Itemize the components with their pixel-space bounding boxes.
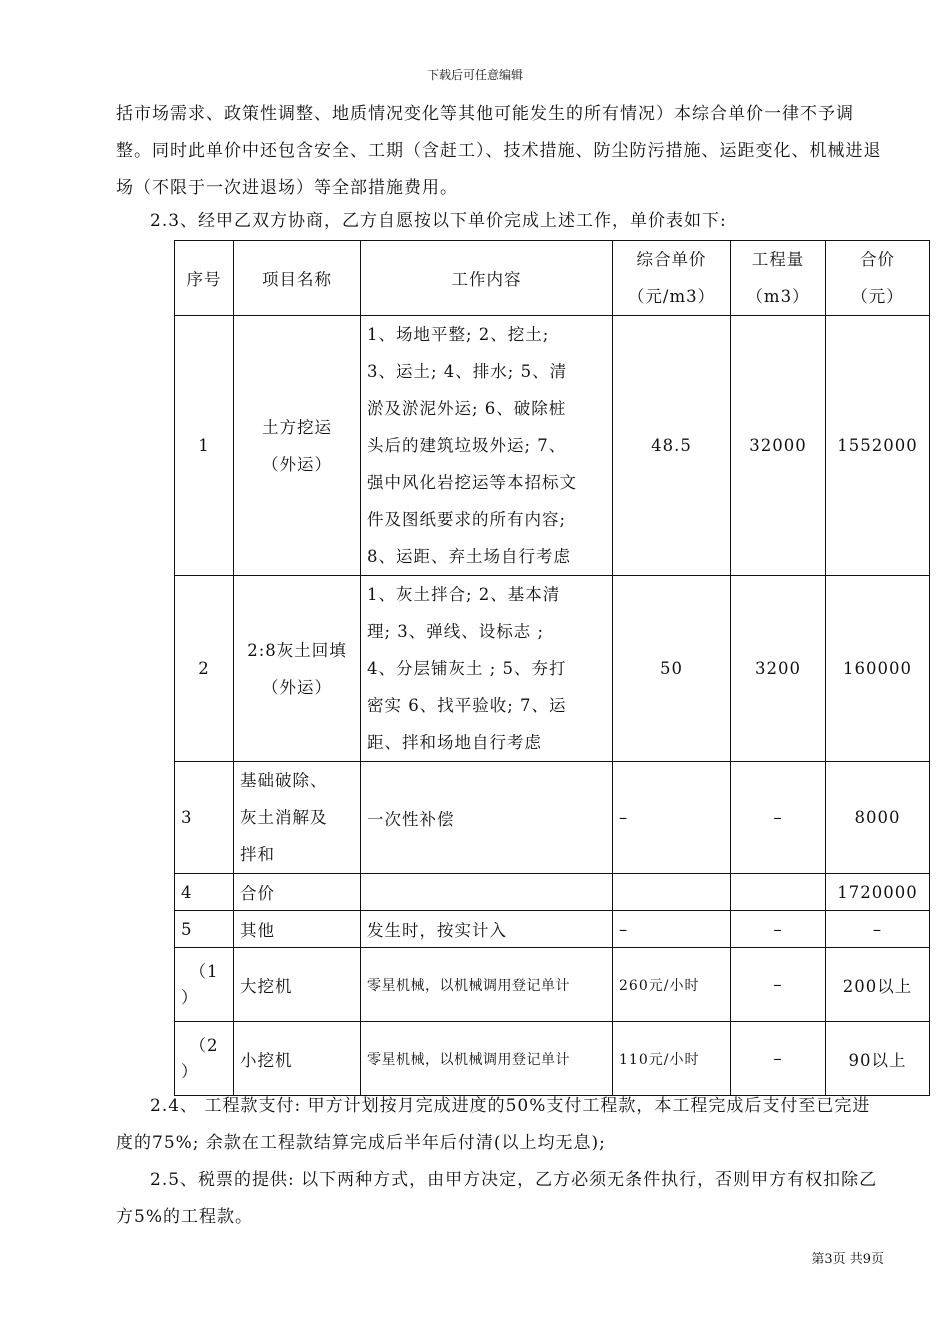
row-4-content — [361, 874, 613, 911]
table-row — [175, 948, 930, 1022]
row-7-total: 90以上 — [826, 1022, 930, 1096]
row-2-total: 160000 — [826, 576, 930, 762]
row-2-qty: 3200 — [731, 576, 826, 762]
row-1-name: 土方挖运 （外运） — [234, 316, 361, 576]
row-1-price: 48.5 — [613, 316, 731, 576]
paragraph-measures: 括市场需求、政策性调整、地质情况变化等其他可能发生的所有情况）本综合单价一律不予调整。同时此单价中还包含安全、工期（含赶工）、技术措施、防尘防污措施、运距变化、机械进退场（不限于一次进退场）等全部措施费用。 — [116, 104, 882, 198]
table-row — [175, 576, 930, 762]
table-row — [175, 762, 930, 874]
row-5-total: – — [826, 911, 930, 948]
row-4-no: 4 — [175, 874, 234, 911]
paragraph-2-5: 2.5、税票的提供: 以下两种方式，由甲方决定，乙方必须无条件执行，否则甲方有权扣除乙方5%的工程款。 — [116, 1170, 878, 1227]
row-6-content: 零星机械，以机械调用登记单计 — [361, 948, 613, 1022]
header-no: 序号 — [175, 241, 234, 316]
row-4-total: 1720000 — [826, 874, 930, 911]
header-total: 合价 （元） — [826, 241, 930, 316]
row-1-qty: 32000 — [731, 316, 826, 576]
row-7-qty: – — [731, 1022, 826, 1096]
row-7-name: 小挖机 — [234, 1022, 361, 1096]
row-6-total: 200以上 — [826, 948, 930, 1022]
row-4-name: 合价 — [234, 874, 361, 911]
row-2-no: 2 — [175, 576, 234, 762]
row-2-price: 50 — [613, 576, 731, 762]
header-note: 下载后可任意编辑 — [426, 68, 523, 82]
header-unit-price: 综合单价 （元/m3） — [613, 241, 731, 316]
row-7-content: 零星机械，以机械调用登记单计 — [361, 1022, 613, 1096]
row-1-content: 1、场地平整; 2、挖土; 3、运土; 4、排水; 5、清 淤及淤泥外运; 6、破除桩 头后的建筑垃圾外运; 7、 强中风化岩挖运等本招标文 件及图纸要求的所有内容; 8、运距、弃土场自行考虑 — [361, 316, 613, 576]
table-row — [175, 874, 930, 911]
page-number: 第3页 共9页 — [811, 1252, 884, 1267]
row-5-name: 其他 — [234, 911, 361, 948]
row-2-name: 2:8灰土回填 （外运） — [234, 576, 361, 762]
row-5-price: – — [613, 911, 731, 948]
row-3-price: – — [613, 762, 731, 874]
row-2-content: 1、灰土拌合; 2、基本清 理; 3、弹线、设标志 ; 4、分层铺灰土 ; 5、夯打 密实 6、找平验收; 7、运 距、拌和场地自行考虑 — [361, 576, 613, 762]
table-header-row — [175, 241, 930, 316]
table-row — [175, 1022, 930, 1096]
row-3-name: 基础破除、 灰土消解及 拌和 — [234, 762, 361, 874]
table-row — [175, 911, 930, 948]
row-3-no: 3 — [175, 762, 234, 874]
row-3-total: 8000 — [826, 762, 930, 874]
row-5-content: 发生时，按实计入 — [361, 911, 613, 948]
row-6-price: 260元/小时 — [613, 948, 731, 1022]
row-3-content: 一次性补偿 — [361, 762, 613, 874]
header-quantity: 工程量 （m3） — [731, 241, 826, 316]
row-6-qty: – — [731, 948, 826, 1022]
header-name: 项目名称 — [234, 241, 361, 316]
row-6-name: 大挖机 — [234, 948, 361, 1022]
row-4-qty — [731, 874, 826, 911]
table-row — [175, 316, 930, 576]
row-5-no: 5 — [175, 911, 234, 948]
row-7-price: 110元/小时 — [613, 1022, 731, 1096]
row-1-total: 1552000 — [826, 316, 930, 576]
row-7-no: （2 ） — [175, 1022, 234, 1096]
header-content: 工作内容 — [361, 241, 613, 316]
paragraph-2-3: 2.3、经甲乙双方协商，乙方自愿按以下单价完成上述工作，单价表如下: — [150, 211, 727, 231]
row-4-price — [613, 874, 731, 911]
row-1-no: 1 — [175, 316, 234, 576]
paragraph-2-4: 2.4、 工程款支付: 甲方计划按月完成进度的50%支付工程款，本工程完成后支付至已完进度的75%; 余款在工程款结算完成后半年后付清(以上均无息); — [116, 1096, 871, 1153]
row-6-no: （1 ） — [175, 948, 234, 1022]
row-3-qty: – — [731, 762, 826, 874]
row-5-qty: – — [731, 911, 826, 948]
unit-price-table — [174, 240, 930, 1096]
